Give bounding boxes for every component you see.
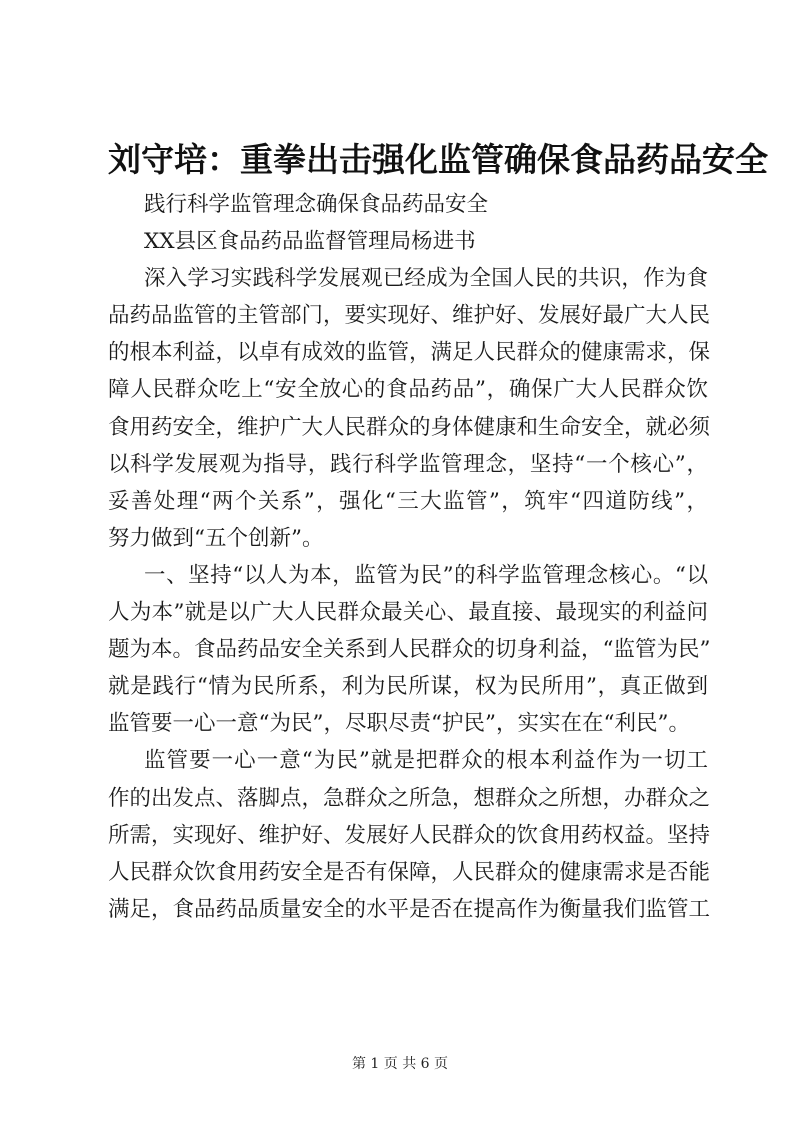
paragraph-line: 就是践行“情为民所系，利为民所谋，权为民所用”，真正做到	[108, 674, 708, 700]
subtitle-line: 践行科学监管理念确保食品药品安全	[144, 192, 489, 217]
paragraph-line: 深入学习实践科学发展观已经成为全国人民的共识，作为食	[144, 266, 708, 292]
paragraph-line: 人民群众饮食用药安全是否有保障，人民群众的健康需求是否能	[108, 859, 711, 885]
paragraph-line: 作的出发点、落脚点，急群众之所急，想群众之所想，办群众之	[108, 785, 711, 811]
paragraph-line: 题为本。食品药品安全关系到人民群众的切身利益，“监管为民”	[108, 637, 711, 663]
page-number: 第 1 页 共 6 页	[351, 1056, 449, 1072]
paragraph-line: 的根本利益，以卓有成效的监管，满足人民群众的健康需求，保	[108, 340, 711, 366]
paragraph-line: 监管要一心一意“为民”就是把群众的根本利益作为一切工	[144, 748, 708, 774]
paragraph-line: 努力做到“五个创新”。	[108, 525, 324, 551]
paragraph-line: 品药品监管的主管部门，要实现好、维护好、发展好最广大人民	[108, 303, 711, 329]
document-title: 刘守培：重拳出击强化监管确保食品药品安全	[108, 140, 768, 179]
author-line: XX县区食品药品监督管理局杨进书	[144, 229, 476, 255]
paragraph-line: 障人民群众吃上“安全放心的食品药品”，确保广大人民群众饮	[108, 377, 708, 403]
paragraph-line: 监管要一心一意“为民”，尽职尽责“护民”，实实在在“利民”。	[108, 711, 690, 737]
paragraph-line: 一、坚持“以人为本，监管为民”的科学监管理念核心。“以	[144, 562, 708, 588]
paragraph-line: 人为本”就是以广大人民群众最关心、最直接、最现实的利益问	[108, 600, 708, 626]
paragraph-line: 妥善处理“两个关系”，强化“三大监管”，筑牢“四道防线”，	[108, 488, 708, 514]
document-body	[108, 186, 711, 928]
paragraph-line: 以科学发展观为指导，践行科学监管理念，坚持“一个核心”，	[108, 451, 708, 477]
paragraph-line: 满足，食品药品质量安全的水平是否在提高作为衡量我们监管工	[108, 896, 711, 922]
paragraph-line: 所需，实现好、维护好、发展好人民群众的饮食用药权益。坚持	[108, 822, 711, 848]
paragraph-line: 食用药安全，维护广大人民群众的身体健康和生命安全，就必须	[108, 414, 711, 440]
